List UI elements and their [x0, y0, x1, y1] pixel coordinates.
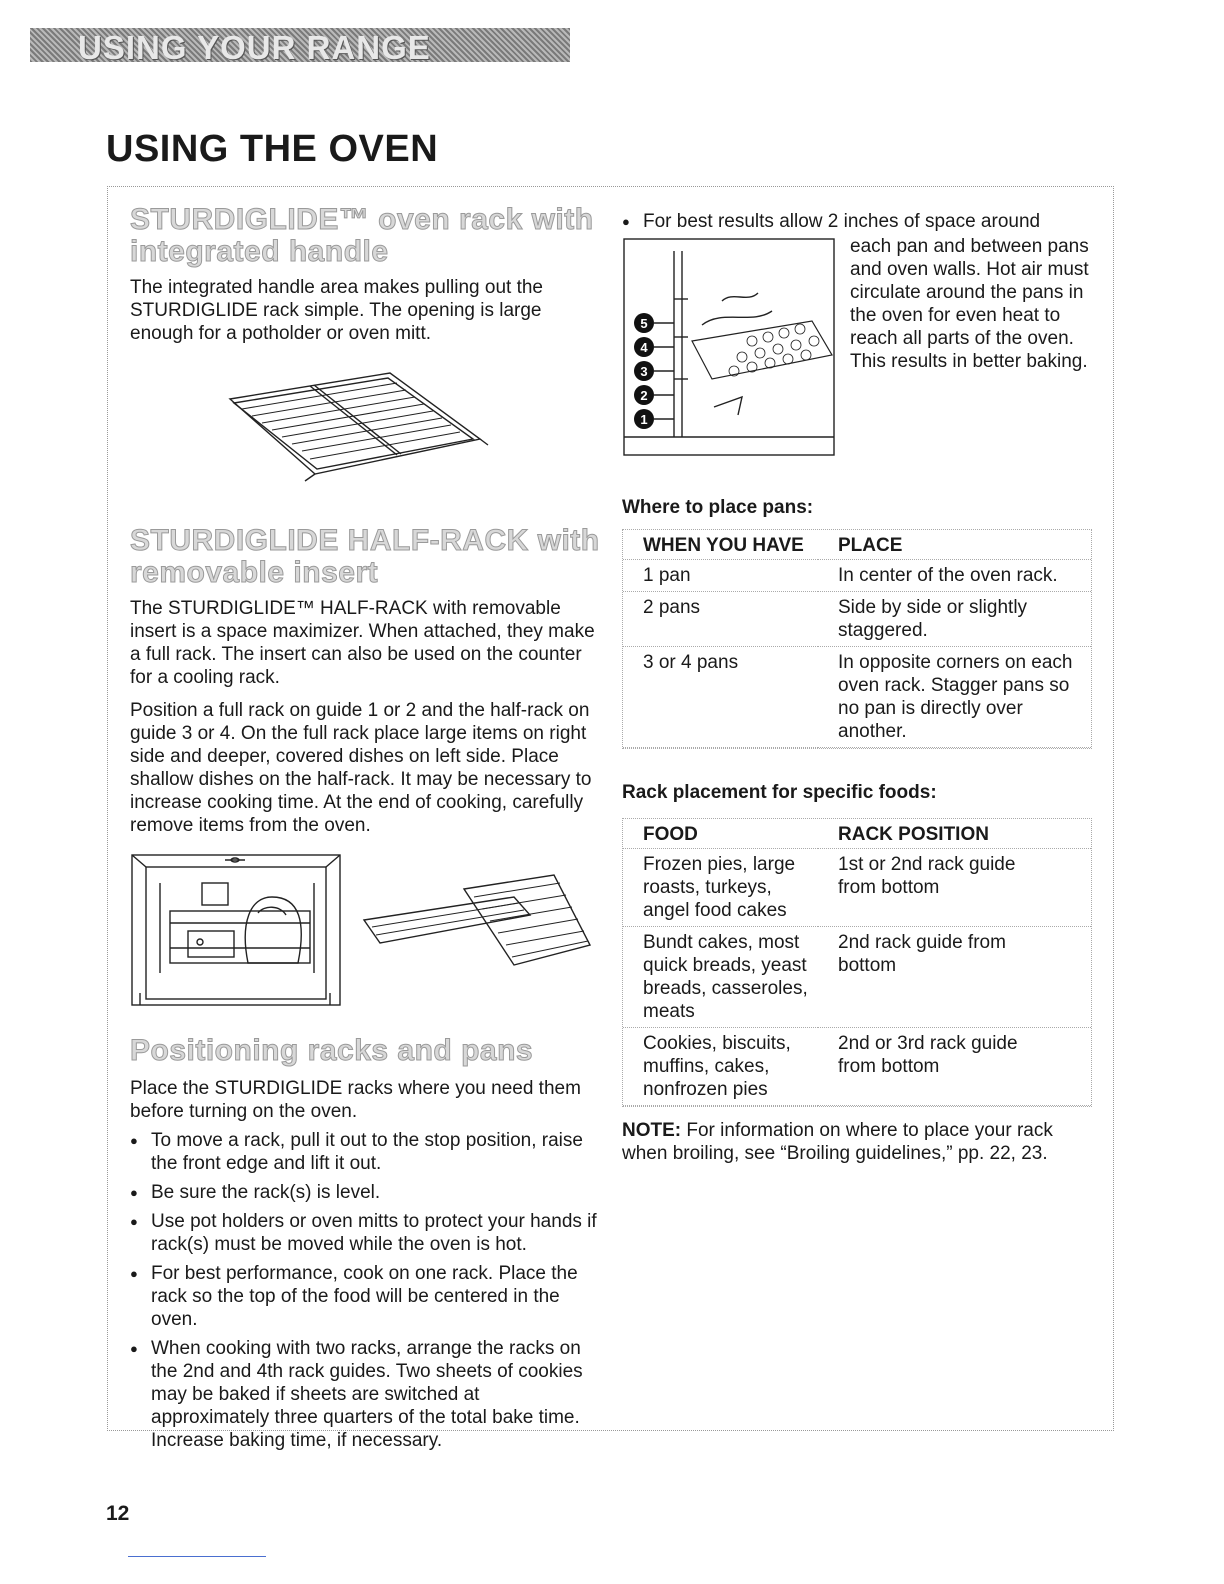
broiling-note: [622, 1119, 1092, 1165]
heading-line: STURDIGLIDE HALF-RACK with: [130, 524, 600, 557]
table-cell: Bundt cakes, most quick breads, yeast breads, casseroles, meats: [643, 932, 808, 1022]
table-cell: Cookies, biscuits, muffins, cakes, nonfrozen pies: [643, 1033, 791, 1100]
column-header: FOOD: [643, 824, 698, 845]
table-row: [623, 647, 1091, 748]
half-rack-insert-illustration: [354, 865, 604, 995]
table-cell: Side by side or slightly staggered.: [838, 597, 1028, 641]
table-cell: Frozen pies, large roasts, turkeys, angel food cakes: [643, 854, 796, 921]
footer-rule: [128, 1556, 266, 1557]
foods-table-label: Rack placement for specific foods:: [622, 782, 937, 803]
oven-rack-illustration: [130, 359, 600, 499]
pans-table-label: Where to place pans:: [622, 497, 814, 518]
left-column: [130, 200, 600, 1458]
spacing-tip-lead-text: For best results allow 2 inches of space around: [643, 211, 1041, 232]
heading-line: integrated handle: [130, 235, 389, 268]
list-item: ● When cooking with two racks, arrange the racks on the 2nd and 4th rack guides. Two sheets of cookies may be baked if sheets are switched at approximately three quarters of the total bake time. Increase baking time, if necessary.: [130, 1337, 600, 1452]
column-header: PLACE: [838, 535, 903, 556]
column-header: RACK POSITION: [838, 824, 989, 845]
spacing-tip-rest: each pan and between pans and oven walls. Hot air must circulate around the pans in the oven for even heat to reach all parts of the oven. This results in better baking.: [850, 236, 1089, 372]
table-cell: 3 or 4 pans: [643, 652, 739, 673]
table-row: [623, 592, 1091, 647]
list-item: ● Use pot holders or oven mitts to protect your hands if rack(s) must be moved while the oven is hot.: [130, 1210, 600, 1256]
table-cell: 2nd or 3rd rack guide from bottom: [838, 1033, 1018, 1077]
banner-text: USING YOUR RANGE: [78, 29, 431, 66]
rack-number-2: 2: [640, 388, 648, 403]
rack-number-5: 5: [640, 316, 648, 331]
section-banner: [30, 28, 570, 66]
foods-table-wrapper: [622, 818, 1092, 1107]
table-row: [623, 1028, 1091, 1106]
table-row: [623, 560, 1091, 592]
list-item: ● For best performance, cook on one rack. Place the rack so the top of the food will be centered in the oven.: [130, 1262, 600, 1331]
bullet-icon: ●: [622, 214, 630, 229]
half-rack-description: The STURDIGLIDE™ HALF-RACK with removable insert is a space maximizer. When attached, they make a full rack. The insert can also be used on the counter for a cooling rack.: [130, 598, 595, 688]
table-cell: 2 pans: [643, 597, 701, 618]
list-item: ● Be sure the rack(s) is level.: [130, 1181, 600, 1204]
list-item: ● To move a rack, pull it out to the stop position, raise the front edge and lift it out.: [130, 1129, 600, 1175]
note-label: NOTE:: [622, 1120, 682, 1141]
foods-table: [623, 819, 1091, 1106]
table-row: [623, 849, 1091, 927]
table-row: [623, 927, 1091, 1028]
pans-table-wrapper: [622, 529, 1092, 749]
note-text: For information on where to place your rack when broiling, see “Broiling guidelines,” pp. 22, 23.: [622, 1120, 1053, 1164]
right-column: [622, 210, 1092, 1165]
rack-number-4: 4: [640, 340, 648, 355]
table-header-row: [623, 530, 1091, 560]
oven-rack-description: The integrated handle area makes pulling out the STURDIGLIDE rack simple. The opening is large enough for a potholder or oven mitt.: [130, 277, 543, 344]
positioning-intro: Place the STURDIGLIDE racks where you need them before turning on the oven.: [130, 1078, 581, 1122]
heading-line: STURDIGLIDE™ oven rack with: [130, 203, 594, 236]
section-heading-positioning: Positioning racks and pans: [130, 1034, 534, 1067]
half-rack-positioning: Position a full rack on guide 1 or 2 and the half-rack on guide 3 or 4. On the full rack place large items on right side and deeper, covered dishes on left side. Place shallow dishes on the half-rack. It may be necessary to increase cooking time. At the end of cooking, carefully remove items from the oven.: [130, 700, 592, 836]
section-heading-half-rack: [130, 525, 600, 589]
table-cell: 1 pan: [643, 565, 691, 586]
table-cell: In opposite corners on each oven rack. Stagger pans so no pan is directly over another.: [838, 652, 1073, 742]
heading-line: removable insert: [130, 556, 379, 589]
spacing-tip-lead: [622, 210, 1092, 233]
oven-interior-illustration: [130, 853, 345, 1008]
table-header-row: [623, 819, 1091, 849]
table-cell: In center of the oven rack.: [838, 565, 1058, 586]
table-cell: 2nd rack guide from bottom: [838, 932, 1006, 976]
table-cell: 1st or 2nd rack guide from bottom: [838, 854, 1016, 898]
rack-number-1: 1: [640, 412, 648, 427]
section-heading-oven-rack: [130, 204, 600, 268]
page-number: 12: [106, 1502, 130, 1525]
rack-number-3: 3: [640, 364, 648, 379]
half-rack-illustrations: [130, 853, 600, 1013]
pans-table: [623, 530, 1091, 748]
page-title: USING THE OVEN: [106, 128, 439, 170]
column-header: WHEN YOU HAVE: [643, 535, 804, 556]
rack-positions-diagram: [622, 237, 837, 457]
positioning-bullet-list: [130, 1129, 600, 1452]
